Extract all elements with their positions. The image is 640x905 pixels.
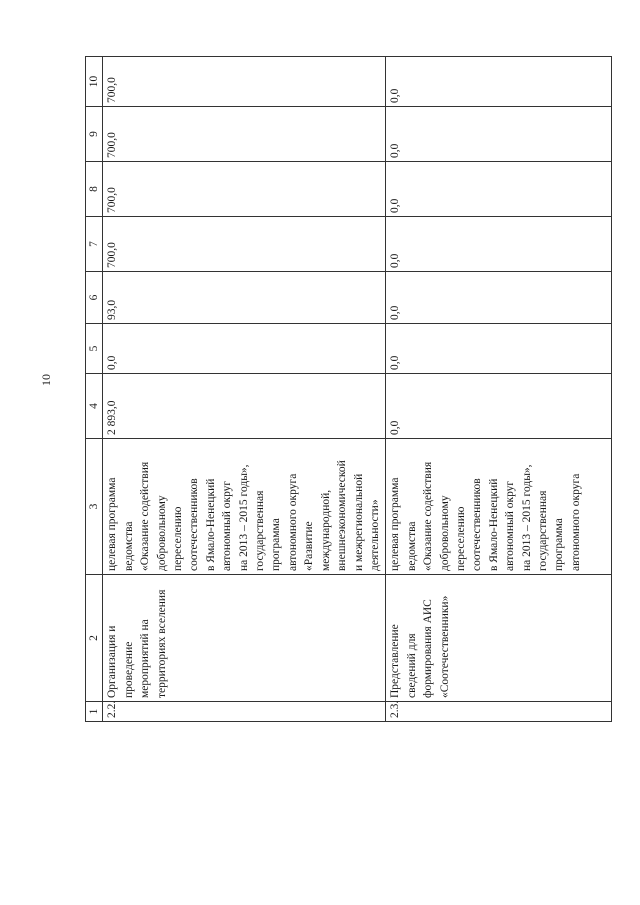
source-line: переселению: [455, 506, 468, 571]
value-cell: 0,0: [386, 272, 612, 324]
row-number: 2.3.: [386, 702, 612, 722]
source-line: соотечественников: [471, 478, 484, 571]
table-row: [103, 57, 386, 722]
source-line: ведомства: [122, 521, 135, 571]
source-line: «Оказание содействия: [139, 461, 152, 571]
source-line: и межрегиональной: [352, 473, 365, 571]
source-line: автономный округ: [504, 480, 517, 571]
value-cell: 0,0: [386, 374, 612, 439]
value-cell: 700,0: [103, 162, 386, 217]
header-cell: 1: [86, 702, 103, 722]
source-line: добровольному: [155, 495, 168, 571]
source-line: целевая программа: [106, 477, 119, 571]
source-line: переселению: [172, 506, 185, 571]
source-line: в Ямало-Ненецкий: [487, 478, 500, 571]
header-row: [86, 57, 103, 722]
source-line: соотечественников: [188, 478, 201, 571]
value-cell: 0,0: [103, 324, 386, 374]
source-line: ведомства: [405, 521, 418, 571]
value-cell: 2 893,0: [103, 374, 386, 439]
activity-name: Представление сведений для формирования АИС «Соотечественники»: [386, 575, 612, 702]
page-number: 10: [39, 374, 53, 386]
source-line: программа: [553, 518, 566, 571]
header-cell: 9: [86, 107, 103, 162]
value-cell: 93,0: [103, 272, 386, 324]
funding-source: [103, 439, 386, 575]
source-line: целевая программа: [389, 477, 402, 571]
header-cell: 3: [86, 439, 103, 575]
source-line: в Ямало-Ненецкий: [204, 478, 217, 571]
table-row: [386, 57, 612, 722]
value-cell: 700,0: [103, 217, 386, 272]
value-cell: 700,0: [103, 107, 386, 162]
header-cell: 2: [86, 575, 103, 702]
activity-name: Организация и проведение мероприятий на территориях вселения: [103, 575, 386, 702]
source-line: государственная: [254, 490, 267, 571]
source-line: на 2013 – 2015 годы»,: [520, 464, 533, 571]
header-cell: 5: [86, 324, 103, 374]
source-line: «Оказание содействия: [422, 461, 435, 571]
source-line: автономный округ: [221, 480, 234, 571]
source-line: государственная: [537, 490, 550, 571]
header-cell: 6: [86, 272, 103, 324]
rotated-table-wrapper: [85, 57, 614, 722]
source-line: автономного округа: [569, 473, 582, 571]
header-cell: 7: [86, 217, 103, 272]
header-cell: 8: [86, 162, 103, 217]
source-line: автономного округа: [286, 473, 299, 571]
source-line: на 2013 – 2015 годы»,: [237, 464, 250, 571]
source-line: добровольному: [438, 495, 451, 571]
row-number: 2.2.: [103, 702, 386, 722]
value-cell: 0,0: [386, 324, 612, 374]
source-line: деятельности»: [368, 499, 381, 571]
source-line: международной,: [319, 489, 332, 571]
value-cell: 0,0: [386, 217, 612, 272]
source-line: программа: [270, 518, 283, 571]
value-cell: 0,0: [386, 162, 612, 217]
program-table: [85, 56, 612, 722]
source-line: внешнеэкономической: [336, 460, 349, 571]
header-cell: 10: [86, 57, 103, 107]
value-cell: 0,0: [386, 107, 612, 162]
source-line: «Развитие: [303, 521, 316, 571]
header-cell: 4: [86, 374, 103, 439]
funding-source: [386, 439, 612, 575]
value-cell: 700,0: [103, 57, 386, 107]
value-cell: 0,0: [386, 57, 612, 107]
